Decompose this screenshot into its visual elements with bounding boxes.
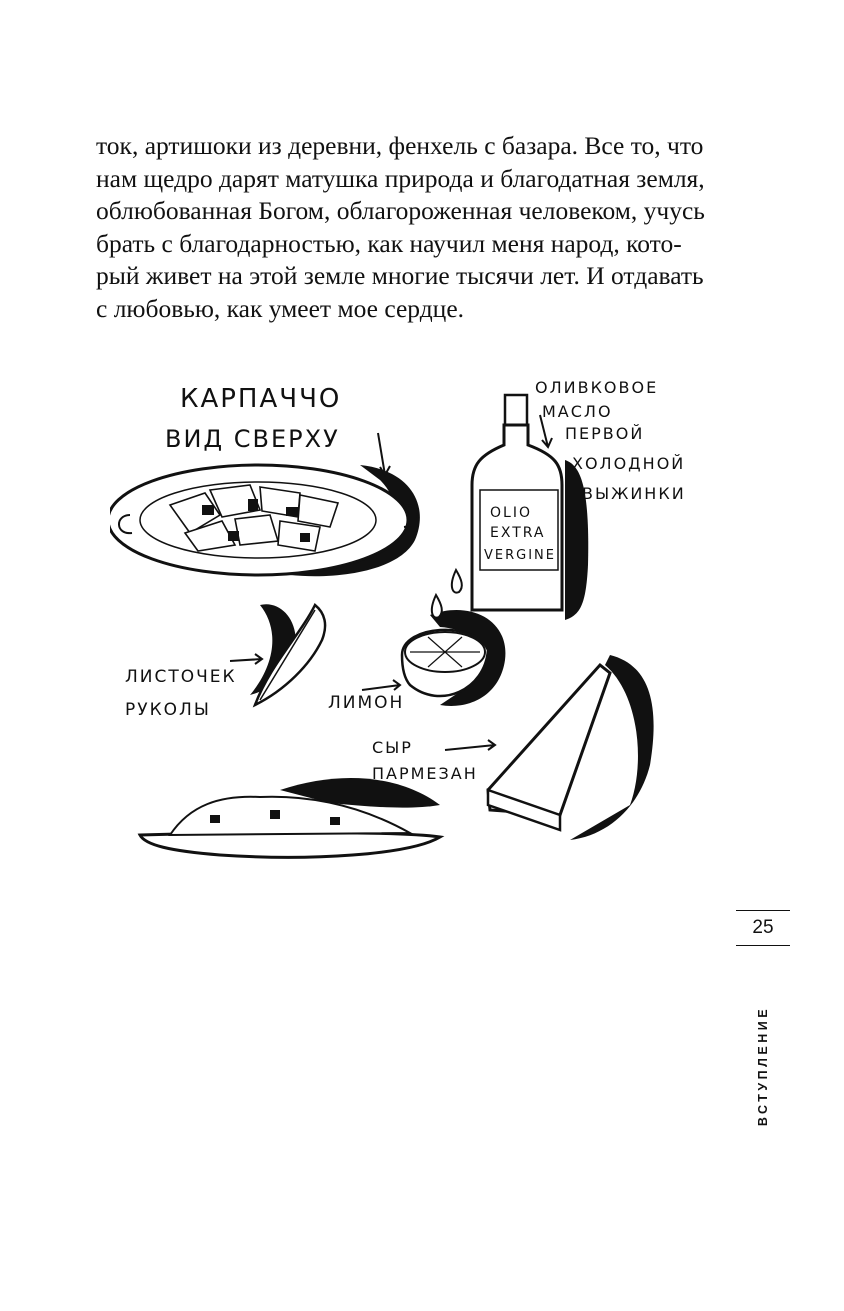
paragraph-line: брать с благодарностью, как научил меня народ, кото-	[96, 228, 682, 258]
parmesan-wedge	[488, 665, 610, 815]
cheese-label-line: СЫР	[372, 738, 413, 757]
title-carpaccio: КАРПАЧЧО	[180, 384, 342, 414]
section-title-text: ВСТУПЛЕНИЕ	[756, 1005, 770, 1127]
page-number: 25	[736, 910, 790, 946]
paragraph-line: облюбованная Богом, облагороженная человеком, учусь	[96, 196, 705, 225]
bottle-label-line: EXTRA	[490, 525, 546, 541]
arrow-lemon	[362, 680, 400, 690]
body-paragraph	[96, 130, 716, 325]
oil-label-line: ПЕРВОЙ	[565, 424, 645, 443]
lemon-label: ЛИМОН	[328, 693, 405, 713]
arrow-cheese	[445, 740, 495, 750]
bottle-label-line: VERGINE	[484, 548, 556, 563]
paragraph-line: ток, артишоки из деревни, фенхель с базара. Все то, что	[96, 131, 704, 160]
leaf-label-line: РУКОЛЫ	[125, 700, 211, 720]
plate-side-view	[140, 833, 440, 858]
bottle-cap	[505, 395, 527, 425]
oil-label-line: ХОЛОДНОЙ	[572, 454, 686, 473]
oil-label-line: ВЫЖИНКИ	[582, 484, 686, 503]
paragraph-line: рый живет на этой земле многие тысячи лет. И отдавать	[96, 261, 704, 290]
paragraph-line: с любовью, как умеет мое сердце.	[96, 293, 465, 323]
arrow-leaf	[230, 654, 262, 664]
carpaccio-illustration	[110, 365, 730, 875]
paragraph-line: нам щедро дарят матушка природа и благодатная земля,	[96, 163, 705, 193]
title-top-view: ВИД СВЕРХУ	[165, 425, 340, 453]
bottle-label-line: OLIO	[490, 505, 532, 521]
leaf-label-line: ЛИСТОЧЕК	[125, 667, 237, 687]
oil-label-line: МАСЛО	[542, 402, 613, 421]
arrow-plate	[378, 433, 390, 475]
cheese-label-line: ПАРМЕЗАН	[372, 764, 478, 783]
oil-drop	[432, 595, 442, 618]
oil-label-line: ОЛИВКОВОЕ	[535, 378, 659, 397]
oil-drop	[452, 570, 462, 593]
